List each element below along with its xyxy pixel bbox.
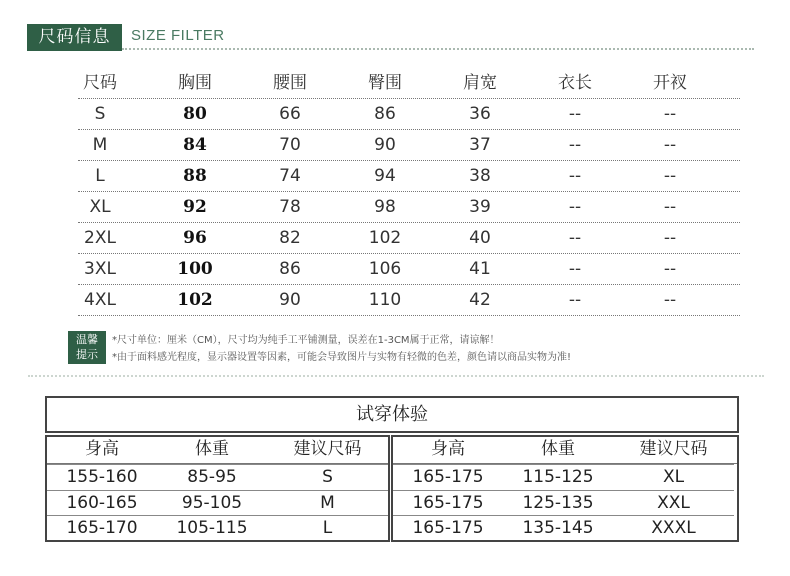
table-row — [393, 464, 737, 490]
shoulder-cell: 39 — [469, 197, 491, 217]
weight-cell: 105-115 — [157, 515, 267, 541]
waist-cell: 78 — [279, 197, 301, 217]
hip-cell: 94 — [374, 166, 396, 186]
size-table-header — [50, 68, 740, 99]
length-cell: -- — [568, 259, 582, 279]
slit-cell: -- — [663, 135, 677, 155]
chest-cell: 80 — [183, 104, 207, 124]
chest-cell: 88 — [183, 166, 207, 186]
hip-cell: 86 — [374, 104, 396, 124]
col-header-height: 身高 — [85, 439, 119, 459]
length-cell: -- — [568, 197, 582, 217]
tip-text: *尺寸单位：厘米（CM），尺寸均为纯手工平铺测量，误差在1-3CM属于正常，请谅解！ — [112, 335, 500, 346]
weight-cell: 135-145 — [503, 515, 613, 541]
section-divider — [28, 375, 764, 377]
shoulder-cell: 42 — [469, 290, 491, 310]
size-cell: L — [95, 166, 105, 186]
col-header-height: 身高 — [431, 439, 465, 459]
hip-cell: 102 — [368, 228, 402, 248]
slit-cell: -- — [663, 197, 677, 217]
size-cell: 3XL — [84, 259, 116, 279]
section-subtitle: SIZE FILTER — [131, 27, 225, 44]
tips-badge — [68, 331, 106, 364]
table-row — [50, 285, 740, 316]
col-header-waist: 腰围 — [273, 73, 307, 93]
weight-cell: 125-135 — [503, 490, 613, 516]
slit-cell: -- — [663, 104, 677, 124]
height-cell: 165-175 — [393, 515, 503, 541]
hip-cell: 110 — [368, 290, 402, 310]
length-cell: -- — [568, 104, 582, 124]
slit-cell: -- — [663, 166, 677, 186]
waist-cell: 90 — [279, 290, 301, 310]
table-row — [50, 192, 740, 223]
length-cell: -- — [568, 290, 582, 310]
col-header-recommended-size: 建议尺码 — [293, 439, 362, 459]
size-table — [50, 68, 740, 316]
size-cell: 2XL — [84, 228, 116, 248]
height-cell: 155-160 — [47, 464, 157, 490]
table-row — [50, 99, 740, 130]
slit-cell: -- — [663, 259, 677, 279]
col-header-hip: 臀围 — [368, 73, 402, 93]
col-header-size: 尺码 — [83, 73, 117, 93]
size-cell: XL — [89, 197, 111, 217]
recommended-size-cell: M — [267, 490, 388, 516]
hip-cell: 90 — [374, 135, 396, 155]
length-cell: -- — [568, 166, 582, 186]
col-header-weight: 体重 — [195, 439, 229, 459]
col-header-weight: 体重 — [541, 439, 575, 459]
table-row — [47, 464, 388, 490]
row-divider — [78, 315, 740, 316]
col-header-shoulder: 肩宽 — [463, 73, 497, 93]
weight-cell: 85-95 — [157, 464, 267, 490]
table-row — [50, 254, 740, 285]
shoulder-cell: 41 — [469, 259, 491, 279]
chest-cell: 96 — [183, 228, 207, 248]
weight-cell: 115-125 — [503, 464, 613, 490]
try-on-table-left — [45, 435, 390, 542]
recommended-size-cell: XXL — [613, 490, 734, 516]
size-cell: M — [92, 135, 108, 155]
height-cell: 165-175 — [393, 490, 503, 516]
section-title: 尺码信息 — [38, 27, 111, 47]
table-row — [50, 223, 740, 254]
try-on-title: 试穿体验 — [45, 396, 739, 433]
table-row — [50, 130, 740, 161]
tips-label-line: 温馨 — [76, 333, 98, 346]
hip-cell: 98 — [374, 197, 396, 217]
table-row — [50, 161, 740, 192]
col-header-slit: 开衩 — [653, 73, 687, 93]
shoulder-cell: 36 — [469, 104, 491, 124]
slit-cell: -- — [663, 228, 677, 248]
chest-cell: 84 — [183, 135, 207, 155]
waist-cell: 82 — [279, 228, 301, 248]
height-cell: 165-175 — [393, 464, 503, 490]
try-on-header-row — [393, 437, 737, 464]
size-cell: 4XL — [84, 290, 116, 310]
recommended-size-cell: XXXL — [613, 515, 734, 541]
col-header-chest: 胸围 — [178, 73, 212, 93]
shoulder-cell: 37 — [469, 135, 491, 155]
recommended-size-cell: XL — [613, 464, 734, 490]
length-cell: -- — [568, 228, 582, 248]
shoulder-cell: 38 — [469, 166, 491, 186]
waist-cell: 86 — [279, 259, 301, 279]
height-cell: 160-165 — [47, 490, 157, 516]
slit-cell: -- — [663, 290, 677, 310]
tip-text: *由于面料感光程度，显示器设置等因素，可能会导致图片与实物有轻微的色差，颜色请以商品实物为准! — [112, 352, 572, 363]
table-row — [47, 490, 388, 516]
weight-cell: 95-105 — [157, 490, 267, 516]
chest-cell: 102 — [177, 290, 213, 310]
height-cell: 165-170 — [47, 515, 157, 541]
recommended-size-cell: L — [267, 515, 388, 541]
table-row — [393, 515, 737, 541]
chest-cell: 100 — [177, 259, 213, 279]
col-header-length: 衣长 — [558, 73, 592, 93]
recommended-size-cell: S — [267, 464, 388, 490]
col-header-recommended-size: 建议尺码 — [639, 439, 708, 459]
shoulder-cell: 40 — [469, 228, 491, 248]
waist-cell: 70 — [279, 135, 301, 155]
table-row — [393, 490, 737, 516]
try-on-table-right — [391, 435, 739, 542]
hip-cell: 106 — [368, 259, 402, 279]
header-divider — [122, 48, 754, 50]
size-cell: S — [94, 104, 106, 124]
section-title-badge — [27, 24, 122, 51]
chest-cell: 92 — [183, 197, 207, 217]
waist-cell: 66 — [279, 104, 301, 124]
waist-cell: 74 — [279, 166, 301, 186]
try-on-header-row — [47, 437, 388, 464]
table-row — [47, 515, 388, 541]
tips-label-line: 提示 — [76, 348, 98, 361]
length-cell: -- — [568, 135, 582, 155]
